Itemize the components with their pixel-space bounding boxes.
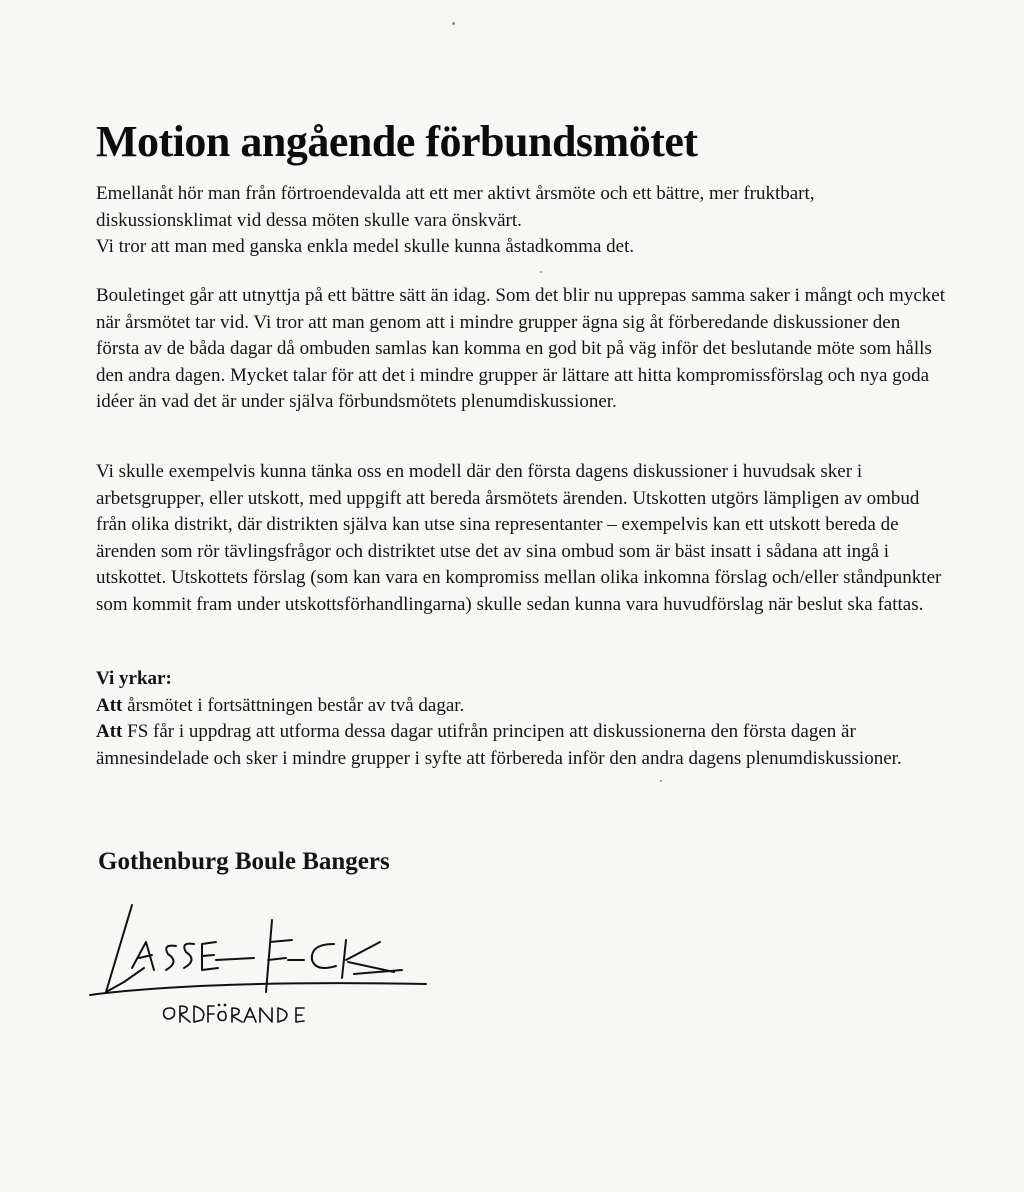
demand-item-2-lead: Att <box>96 721 123 742</box>
paper-speck <box>540 271 542 273</box>
paragraph-model <box>96 459 946 618</box>
demand-item-1-text: årsmötet i fortsättningen består av två dagar. <box>122 694 465 716</box>
paragraph-2-text: Bouletinget går att utnyttja på ett bättre sätt än idag. Som det blir nu upprepas samma saker i mångt och mycket när årsmötet tar vid. Vi tror att man genom att i mindre grupper ägna sig åt förberedande diskussioner den första av de båda dagar då ombuden samlas kan komma en god bit på väg inför det beslutande möte som hålls den andra dagen. Mycket talar för att det i mindre grupper är lättare att hitta kompromissförslag och nya goda idéer än vad det är under själva förbundsmötets plenumdiskussioner. <box>96 285 945 412</box>
intro-line-1: Emellanåt hör man från förtroendevalda att ett mer aktivt årsmöte och ett bättre, mer fruktbart, <box>96 183 815 204</box>
paragraph-bouletinget <box>96 283 946 416</box>
paragraph-3-text: Vi skulle exempelvis kunna tänka oss en modell där den första dagens diskussioner i huvudsak sker i arbetsgrupper, eller utskott, med uppgift att bereda årsmötets ärenden. Utskotten utgörs lämpligen av ombud från olika distrikt, där distrikten själva kan utse sina representanter – exempelvis kan ett utskott bereda de ärenden som rör tävlingsfrågor och distriktet utse det av sina ombud som är bäst insatt i sådana att ingå i utskottet. Utskottets förslag (som kan vara en kompromiss mellan olika inkomna förslag och/eller ståndpunkter som kommit fram under utskottsförhandlingarna) skulle sedan kunna vara huvudförslag när beslut ska fattas. <box>96 461 942 615</box>
demands-section <box>96 666 946 772</box>
handwritten-signature <box>84 900 434 1030</box>
paper-speck <box>452 22 455 25</box>
document-title: Motion angående förbundsmötet <box>96 117 698 166</box>
demand-item-1 <box>96 693 946 720</box>
paper-speck <box>660 780 662 782</box>
demand-item-2-text: FS får i uppdrag att utforma dessa dagar utifrån principen att diskussionerna den första dagen är ämnesindelade och sker i mindre grupper i syfte att förbereda inför den andra dagens plenumdiskussioner. <box>96 721 902 769</box>
demand-item-1-lead: Att <box>96 694 123 716</box>
demand-item-2 <box>96 719 946 772</box>
intro-line-2: diskussionsklimat vid dessa möten skulle vara önskvärt. <box>96 209 522 231</box>
demands-heading: Vi yrkar: <box>96 668 172 689</box>
intro-paragraph <box>96 181 946 261</box>
intro-line-3: Vi tror att man med ganska enkla medel skulle kunna åstadkomma det. <box>96 236 635 257</box>
signature-organization: Gothenburg Boule Bangers <box>98 848 390 875</box>
